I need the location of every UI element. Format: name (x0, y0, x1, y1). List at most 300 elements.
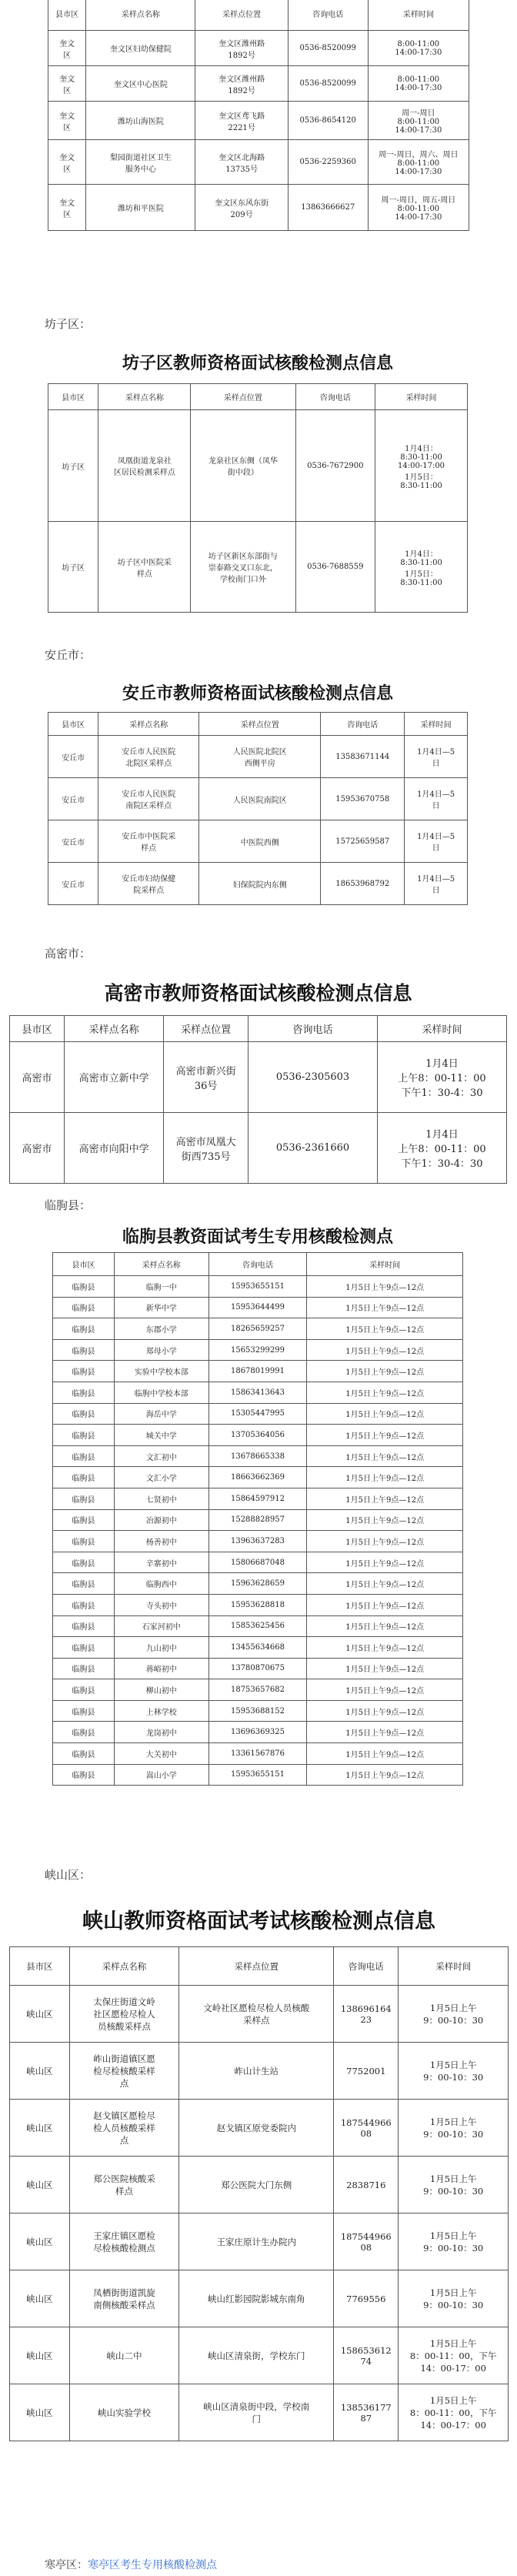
table-cell: 峡山区 (10, 2213, 70, 2270)
table-cell: 1月5日上午 9：00-10：30 (399, 2043, 509, 2100)
column-header: 采样点名称 (98, 713, 199, 736)
column-header: 咨询电话 (295, 384, 375, 410)
table-cell: 187544966 08 (334, 2100, 399, 2157)
table-cell: 临朐县 (53, 1679, 115, 1701)
table-row (10, 2213, 509, 2270)
table-cell: 实验中学校本部 (114, 1361, 208, 1382)
table-cell: 峡山区 (10, 2327, 70, 2384)
column-header: 县市区 (48, 0, 86, 31)
table-cell: 18663662369 (208, 1467, 307, 1488)
table-cell: 城关中学 (114, 1425, 208, 1446)
table-row (48, 185, 469, 231)
table-cell: 奎文区妇幼保健院 (86, 31, 195, 66)
table-cell: 1月5日上午 9：00-10：30 (399, 2213, 509, 2270)
gaomi-title: 高密市教师资格面试核酸检测点信息 (104, 982, 412, 1004)
table-cell: 临朐县 (53, 1573, 115, 1595)
table-cell: 文汇小学 (114, 1467, 208, 1488)
linqu-title: 临朐县教资面试考生专用核酸检测点 (122, 1227, 393, 1247)
table-cell: 15653299299 (208, 1339, 307, 1361)
table-cell: 柳山初中 (114, 1679, 208, 1701)
gaomi-table (9, 1015, 507, 1184)
table-cell: 中医院西侧 (199, 820, 321, 863)
table-cell: 高密市 (10, 1042, 65, 1113)
table-cell: 潍坊和平医院 (86, 185, 195, 231)
table-cell: 岞山街道镇区愿 检尽检核酸采样 点 (69, 2043, 179, 2100)
table-cell: 1月5日上午9点—12点 (307, 1425, 463, 1446)
table-cell: 安丘市人民医院 北院区采样点 (98, 736, 199, 778)
table-cell: 15953688152 (208, 1700, 307, 1722)
table-cell: 赵戈镇区愿检尽 检人员核酸采样 点 (69, 2100, 179, 2157)
table-cell: 1月5日上午9点—12点 (307, 1361, 463, 1382)
table-cell: 15288828957 (208, 1509, 307, 1531)
table-cell: 安丘市 (48, 863, 98, 905)
table-cell: 1月5日上午9点—12点 (307, 1594, 463, 1615)
table-cell: 0536-7672900 (295, 410, 375, 522)
table-cell: 郑公医院大门东侧 (179, 2157, 334, 2213)
fangzi-table (48, 383, 468, 613)
table-row (10, 1113, 507, 1184)
table-cell: 安丘市妇幼保健 院采样点 (98, 863, 199, 905)
table-row (10, 2327, 509, 2384)
table-cell: 13361567876 (208, 1743, 307, 1765)
table-cell: 石家河初中 (114, 1615, 208, 1637)
table-cell: 1月5日上午9点—12点 (307, 1658, 463, 1679)
table-row (48, 736, 468, 778)
table-cell: 杨善初中 (114, 1531, 208, 1552)
table-cell: 王家庄镇区愿检 尽检核酸检测点 (69, 2213, 179, 2270)
table-row (48, 66, 469, 102)
table-cell: 0536-7688559 (295, 522, 375, 613)
table-row (10, 1986, 509, 2043)
table-cell: 蒋峪初中 (114, 1658, 208, 1679)
column-header: 采样时间 (307, 1253, 463, 1276)
table-cell: 峡山区 (10, 2384, 70, 2441)
table-row (48, 31, 469, 66)
kuiwen-table (48, 0, 469, 231)
table-cell: 138536177 87 (334, 2384, 399, 2441)
table-row (53, 1722, 463, 1743)
table-cell: 18265659257 (208, 1318, 307, 1340)
table-cell: 郑母小学 (114, 1339, 208, 1361)
table-cell: 峡山区 (10, 2270, 70, 2327)
table-cell: 冶源初中 (114, 1509, 208, 1531)
table-cell: 高密市凤凰大 街西735号 (164, 1113, 248, 1184)
table-cell: 奎文区潍州路 1892号 (195, 66, 288, 102)
table-cell: 奎文区鸢飞路 2221号 (195, 102, 288, 140)
table-row (53, 1361, 463, 1382)
table-row (48, 522, 468, 613)
column-header: 采样点名称 (98, 384, 191, 410)
table-cell: 0536-2305603 (248, 1042, 378, 1113)
table-cell: 1月5日上午9点—12点 (307, 1297, 463, 1318)
table-cell: 1月5日上午 9：00-10：30 (399, 2270, 509, 2327)
table-cell: 峡山红影园院影城东南角 (179, 2270, 334, 2327)
table-row (53, 1445, 463, 1467)
table-cell: 1月5日上午9点—12点 (307, 1679, 463, 1701)
table-cell: 高密市向阳中学 (65, 1113, 164, 1184)
table-cell: 大关初中 (114, 1743, 208, 1765)
table-cell: 0536-8520099 (288, 31, 368, 66)
column-header: 咨询电话 (208, 1253, 307, 1276)
table-row (53, 1658, 463, 1679)
table-cell: 龙泉社区东侧（凤华 街中段） (191, 410, 295, 522)
table-cell: 13583671144 (321, 736, 405, 778)
table-cell: 临朐县 (53, 1488, 115, 1509)
table-cell: 1月4日—5 日 (405, 820, 468, 863)
column-header: 县市区 (48, 384, 98, 410)
table-cell: 临朐县 (53, 1637, 115, 1659)
table-row (53, 1637, 463, 1659)
table-row (53, 1679, 463, 1701)
table-row (53, 1700, 463, 1722)
table-row (53, 1276, 463, 1298)
table-cell: 1月5日上午 9：00-10：30 (399, 1986, 509, 2043)
table-header-row (53, 1253, 463, 1276)
table-cell: 15305447995 (208, 1403, 307, 1425)
table-row (53, 1594, 463, 1615)
table-cell: 临朐县 (53, 1297, 115, 1318)
table-cell: 九山初中 (114, 1637, 208, 1659)
table-cell: 安丘市人民医院 南院区采样点 (98, 778, 199, 820)
table-cell: 15806687048 (208, 1552, 307, 1573)
table-cell: 2838716 (334, 2157, 399, 2213)
table-cell: 峡山区清泉街，学校东门 (179, 2327, 334, 2384)
table-cell: 临朐县 (53, 1425, 115, 1446)
column-header: 采样点位置 (195, 0, 288, 31)
hanting-label: 寒亭区： (45, 2559, 88, 2571)
xiashan-table (9, 1946, 509, 2441)
table-cell: 安丘市 (48, 736, 98, 778)
table-cell: 高密市 (10, 1113, 65, 1184)
column-header: 咨询电话 (248, 1016, 378, 1042)
table-cell: 1月5日上午9点—12点 (307, 1467, 463, 1488)
table-cell: 奎文区北海路 13735号 (195, 140, 288, 185)
table-cell: 187544966 08 (334, 2213, 399, 2270)
hanting-link[interactable]: 寒亭区考生专用核酸检测点 (88, 2559, 217, 2571)
table-row (10, 2384, 509, 2441)
table-cell: 1月5日上午9点—12点 (307, 1339, 463, 1361)
table-cell: 1月4日： 8:30-11:00 14:00-17:00 1月5日： 8:30-11:00 (375, 410, 468, 522)
table-row (53, 1467, 463, 1488)
table-cell: 奎文 区 (48, 140, 86, 185)
table-cell: 奎文区东风东街 209号 (195, 185, 288, 231)
table-cell: 坊子区中医院采 样点 (98, 522, 191, 613)
column-header: 县市区 (53, 1253, 115, 1276)
table-cell: 1月5日上午9点—12点 (307, 1509, 463, 1531)
table-cell: 峡山实验学校 (69, 2384, 179, 2441)
table-cell: 1月4日—5 日 (405, 778, 468, 820)
table-row (53, 1488, 463, 1509)
table-cell: 坊子区 (48, 410, 98, 522)
table-cell: 1月5日上午9点—12点 (307, 1488, 463, 1509)
table-cell: 0536-8654120 (288, 102, 368, 140)
table-cell: 15725659587 (321, 820, 405, 863)
table-cell: 高密市立新中学 (65, 1042, 164, 1113)
table-cell: 1月5日上午9点—12点 (307, 1276, 463, 1298)
table-cell: 寺头初中 (114, 1594, 208, 1615)
table-cell: 临朐县 (53, 1445, 115, 1467)
table-cell: 18753657682 (208, 1679, 307, 1701)
hanting-line (45, 2557, 217, 2572)
table-cell: 梨园街道社区卫生 服务中心 (86, 140, 195, 185)
table-cell: 1月4日 上午8：00-11：00 下午1：30-4：30 (378, 1042, 507, 1113)
table-cell: 1月5日上午9点—12点 (307, 1445, 463, 1467)
table-cell: 1月5日上午9点—12点 (307, 1552, 463, 1573)
table-cell: 奎文 区 (48, 31, 86, 66)
table-cell: 8:00-11:00 14:00-17:30 (368, 31, 469, 66)
table-cell: 1月5日上午9点—12点 (307, 1615, 463, 1637)
column-header: 采样点名称 (69, 1947, 179, 1986)
table-cell: 峡山区 (10, 2043, 70, 2100)
table-cell: 周一-周日，周五-周日 8:00-11:00 14:00-17:30 (368, 185, 469, 231)
xiashan-title: 峡山教师资格面试考试核酸检测点信息 (82, 1909, 435, 1933)
table-cell: 7769556 (334, 2270, 399, 2327)
table-cell: 18678019991 (208, 1361, 307, 1382)
table-cell: 峡山区 (10, 2100, 70, 2157)
table-cell: 13455634668 (208, 1637, 307, 1659)
table-row (53, 1382, 463, 1403)
table-row (48, 820, 468, 863)
table-cell: 临朐县 (53, 1382, 115, 1403)
fangzi-title: 坊子区教师资格面试核酸检测点信息 (122, 353, 393, 373)
table-cell: 13696369325 (208, 1722, 307, 1743)
table-cell: 临朐县 (53, 1467, 115, 1488)
table-cell: 1月5日上午9点—12点 (307, 1318, 463, 1340)
table-cell: 1月5日上午 9：00-10：30 (399, 2157, 509, 2213)
table-cell: 1月5日上午9点—12点 (307, 1743, 463, 1765)
table-cell: 15953655151 (208, 1276, 307, 1298)
table-cell: 潍坊山海医院 (86, 102, 195, 140)
table-cell: 七贤初中 (114, 1488, 208, 1509)
table-cell: 临朐县 (53, 1743, 115, 1765)
table-cell: 坊子区 (48, 522, 98, 613)
table-cell: 临朐县 (53, 1764, 115, 1786)
anqiu-label: 安丘市： (45, 648, 92, 662)
table-cell: 18653968792 (321, 863, 405, 905)
table-cell: 1月4日： 8:30-11:00 1月5日： 8:30-11:00 (375, 522, 468, 613)
table-cell: 奎文区中心医院 (86, 66, 195, 102)
table-cell: 8:00-11:00 14:00-17:30 (368, 66, 469, 102)
table-header-row (10, 1016, 507, 1042)
table-cell: 嵩山小学 (114, 1764, 208, 1786)
table-cell: 临朐县 (53, 1615, 115, 1637)
table-cell: 人民医院南院区 (199, 778, 321, 820)
xiashan-label: 峡山区： (45, 1868, 92, 1882)
table-cell: 临朐县 (53, 1318, 115, 1340)
table-header-row (48, 384, 468, 410)
table-cell: 1月4日—5 日 (405, 863, 468, 905)
table-cell: 安丘市中医院采 样点 (98, 820, 199, 863)
table-row (48, 863, 468, 905)
table-cell: 峡山区清泉街中段，学校南 门 (179, 2384, 334, 2441)
table-cell: 15963628659 (208, 1573, 307, 1595)
table-row (53, 1339, 463, 1361)
table-cell: 岞山计生站 (179, 2043, 334, 2100)
table-cell: 凤凰街道龙泉社 区居民检测采样点 (98, 410, 191, 522)
table-cell: 1月5日上午9点—12点 (307, 1531, 463, 1552)
column-header: 采样点位置 (199, 713, 321, 736)
table-cell: 15864597912 (208, 1488, 307, 1509)
linqu-table-card (52, 1222, 463, 1786)
column-header: 采样时间 (368, 0, 469, 31)
table-row (53, 1509, 463, 1531)
table-cell: 13705364056 (208, 1425, 307, 1446)
table-row (53, 1573, 463, 1595)
table-cell: 王家庄原计生办院内 (179, 2213, 334, 2270)
table-cell: 周一-周日，周六、周日 8:00-11:00 14:00-17:30 (368, 140, 469, 185)
table-cell: 临朐一中 (114, 1276, 208, 1298)
table-cell: 13963637283 (208, 1531, 307, 1552)
table-cell: 新华中学 (114, 1297, 208, 1318)
table-cell: 0536-2259360 (288, 140, 368, 185)
table-row (10, 2270, 509, 2327)
table-row (53, 1531, 463, 1552)
table-cell: 上林学校 (114, 1700, 208, 1722)
table-cell: 临朐西中 (114, 1573, 208, 1595)
table-cell: 奎文 区 (48, 185, 86, 231)
table-cell: 0536-2361660 (248, 1113, 378, 1184)
table-cell: 临朐县 (53, 1594, 115, 1615)
table-cell: 1月5日上午 9：00-10：30 (399, 2100, 509, 2157)
linqu-label: 临朐县： (45, 1198, 92, 1212)
column-header: 采样点位置 (179, 1947, 334, 1986)
table-cell: 13678665338 (208, 1445, 307, 1467)
table-cell: 15953644499 (208, 1297, 307, 1318)
xiashan-table-card (9, 1901, 509, 2441)
table-cell: 峡山区 (10, 2157, 70, 2213)
column-header: 采样时间 (399, 1947, 509, 1986)
table-cell: 人民医院北院区 西侧平房 (199, 736, 321, 778)
table-cell: 奎文 区 (48, 66, 86, 102)
table-cell: 1月5日上午9点—12点 (307, 1382, 463, 1403)
table-cell: 1月5日上午9点—12点 (307, 1573, 463, 1595)
table-cell: 1月5日上午9点—12点 (307, 1764, 463, 1786)
table-header-row (10, 1947, 509, 1986)
fangzi-table-card (48, 346, 468, 613)
table-header-row (48, 713, 468, 736)
table-row (53, 1743, 463, 1765)
column-header: 咨询电话 (288, 0, 368, 31)
table-cell: 临朐中学校本部 (114, 1382, 208, 1403)
table-cell: 临朐县 (53, 1722, 115, 1743)
table-cell: 临朐县 (53, 1509, 115, 1531)
column-header: 采样时间 (378, 1016, 507, 1042)
table-cell: 赵戈镇区原党委院内 (179, 2100, 334, 2157)
table-cell: 高密市新兴街 36号 (164, 1042, 248, 1113)
gaomi-label: 高密市： (45, 947, 92, 961)
table-cell: 1月5日上午9点—12点 (307, 1637, 463, 1659)
table-cell: 奎文区潍州路 1892号 (195, 31, 288, 66)
column-header: 县市区 (10, 1016, 65, 1042)
table-cell: 临朐县 (53, 1658, 115, 1679)
table-cell: 辛寨初中 (114, 1552, 208, 1573)
table-row (53, 1764, 463, 1786)
table-cell: 峡山二中 (69, 2327, 179, 2384)
table-row (53, 1403, 463, 1425)
table-cell: 海岳中学 (114, 1403, 208, 1425)
table-cell: 凤栖街街道凯旋 南侧核酸采样点 (69, 2270, 179, 2327)
table-cell: 1月4日 上午8：00-11：00 下午1：30-4：30 (378, 1113, 507, 1184)
table-cell: 13863666627 (288, 185, 368, 231)
column-header: 咨询电话 (321, 713, 405, 736)
fangzi-label: 坊子区： (45, 317, 92, 331)
table-cell: 158653612 74 (334, 2327, 399, 2384)
table-cell: 1月5日上午9点—12点 (307, 1722, 463, 1743)
table-cell: 临朐县 (53, 1700, 115, 1722)
table-cell: 奎文 区 (48, 102, 86, 140)
table-cell: 龙岗初中 (114, 1722, 208, 1743)
table-cell: 临朐县 (53, 1531, 115, 1552)
table-cell: 15853625456 (208, 1615, 307, 1637)
table-cell: 临朐县 (53, 1361, 115, 1382)
table-row (10, 2100, 509, 2157)
table-cell: 周一-周日 8:00-11:00 14:00-17:30 (368, 102, 469, 140)
anqiu-table-card (48, 677, 468, 905)
column-header: 采样点名称 (114, 1253, 208, 1276)
table-cell: 7752001 (334, 2043, 399, 2100)
table-cell: 临朐县 (53, 1403, 115, 1425)
table-row (10, 1042, 507, 1113)
column-header: 采样时间 (405, 713, 468, 736)
column-header: 采样时间 (375, 384, 468, 410)
table-cell: 15953628818 (208, 1594, 307, 1615)
table-row (53, 1425, 463, 1446)
table-cell: 郑公医院核酸采 样点 (69, 2157, 179, 2213)
table-cell: 峡山区 (10, 1986, 70, 2043)
table-cell: 安丘市 (48, 778, 98, 820)
table-cell: 妇保院院内东侧 (199, 863, 321, 905)
table-cell: 临朐县 (53, 1552, 115, 1573)
table-cell: 0536-8520099 (288, 66, 368, 102)
linqu-table (52, 1252, 463, 1786)
table-row (48, 140, 469, 185)
column-header: 采样点位置 (191, 384, 295, 410)
table-cell: 1月5日上午 8：00-11：00，下午 14：00-17：00 (399, 2327, 509, 2384)
table-row (10, 2157, 509, 2213)
table-row (48, 102, 469, 140)
table-header-row (48, 0, 469, 31)
table-row (53, 1318, 463, 1340)
table-cell: 东郡小学 (114, 1318, 208, 1340)
table-cell: 15863413643 (208, 1382, 307, 1403)
table-row (53, 1552, 463, 1573)
table-cell: 1月4日—5 日 (405, 736, 468, 778)
table-cell: 坊子区新区东部街与 崇泰路交叉口东北， 学校南门口外 (191, 522, 295, 613)
column-header: 采样点名称 (65, 1016, 164, 1042)
column-header: 县市区 (48, 713, 98, 736)
table-cell: 1月5日上午9点—12点 (307, 1700, 463, 1722)
table-cell: 1月5日上午 8：00-11：00，下午 14：00-17：00 (399, 2384, 509, 2441)
table-cell: 15953655151 (208, 1764, 307, 1786)
table-cell: 临朐县 (53, 1276, 115, 1298)
column-header: 采样点位置 (164, 1016, 248, 1042)
table-cell: 15953670758 (321, 778, 405, 820)
table-cell: 太保庄街道文岭 社区愿检尽检人 员核酸采样点 (69, 1986, 179, 2043)
anqiu-table (48, 712, 468, 905)
table-cell: 文汇初中 (114, 1445, 208, 1467)
column-header: 县市区 (10, 1947, 70, 1986)
table-cell: 临朐县 (53, 1339, 115, 1361)
anqiu-title: 安丘市教师资格面试核酸检测点信息 (122, 683, 393, 703)
table-row (53, 1615, 463, 1637)
table-cell: 安丘市 (48, 820, 98, 863)
table-cell: 1月5日上午9点—12点 (307, 1403, 463, 1425)
gaomi-table-card (9, 974, 507, 1184)
table-cell: 13780870675 (208, 1658, 307, 1679)
table-row (48, 778, 468, 820)
table-row (48, 410, 468, 522)
column-header: 咨询电话 (334, 1947, 399, 1986)
